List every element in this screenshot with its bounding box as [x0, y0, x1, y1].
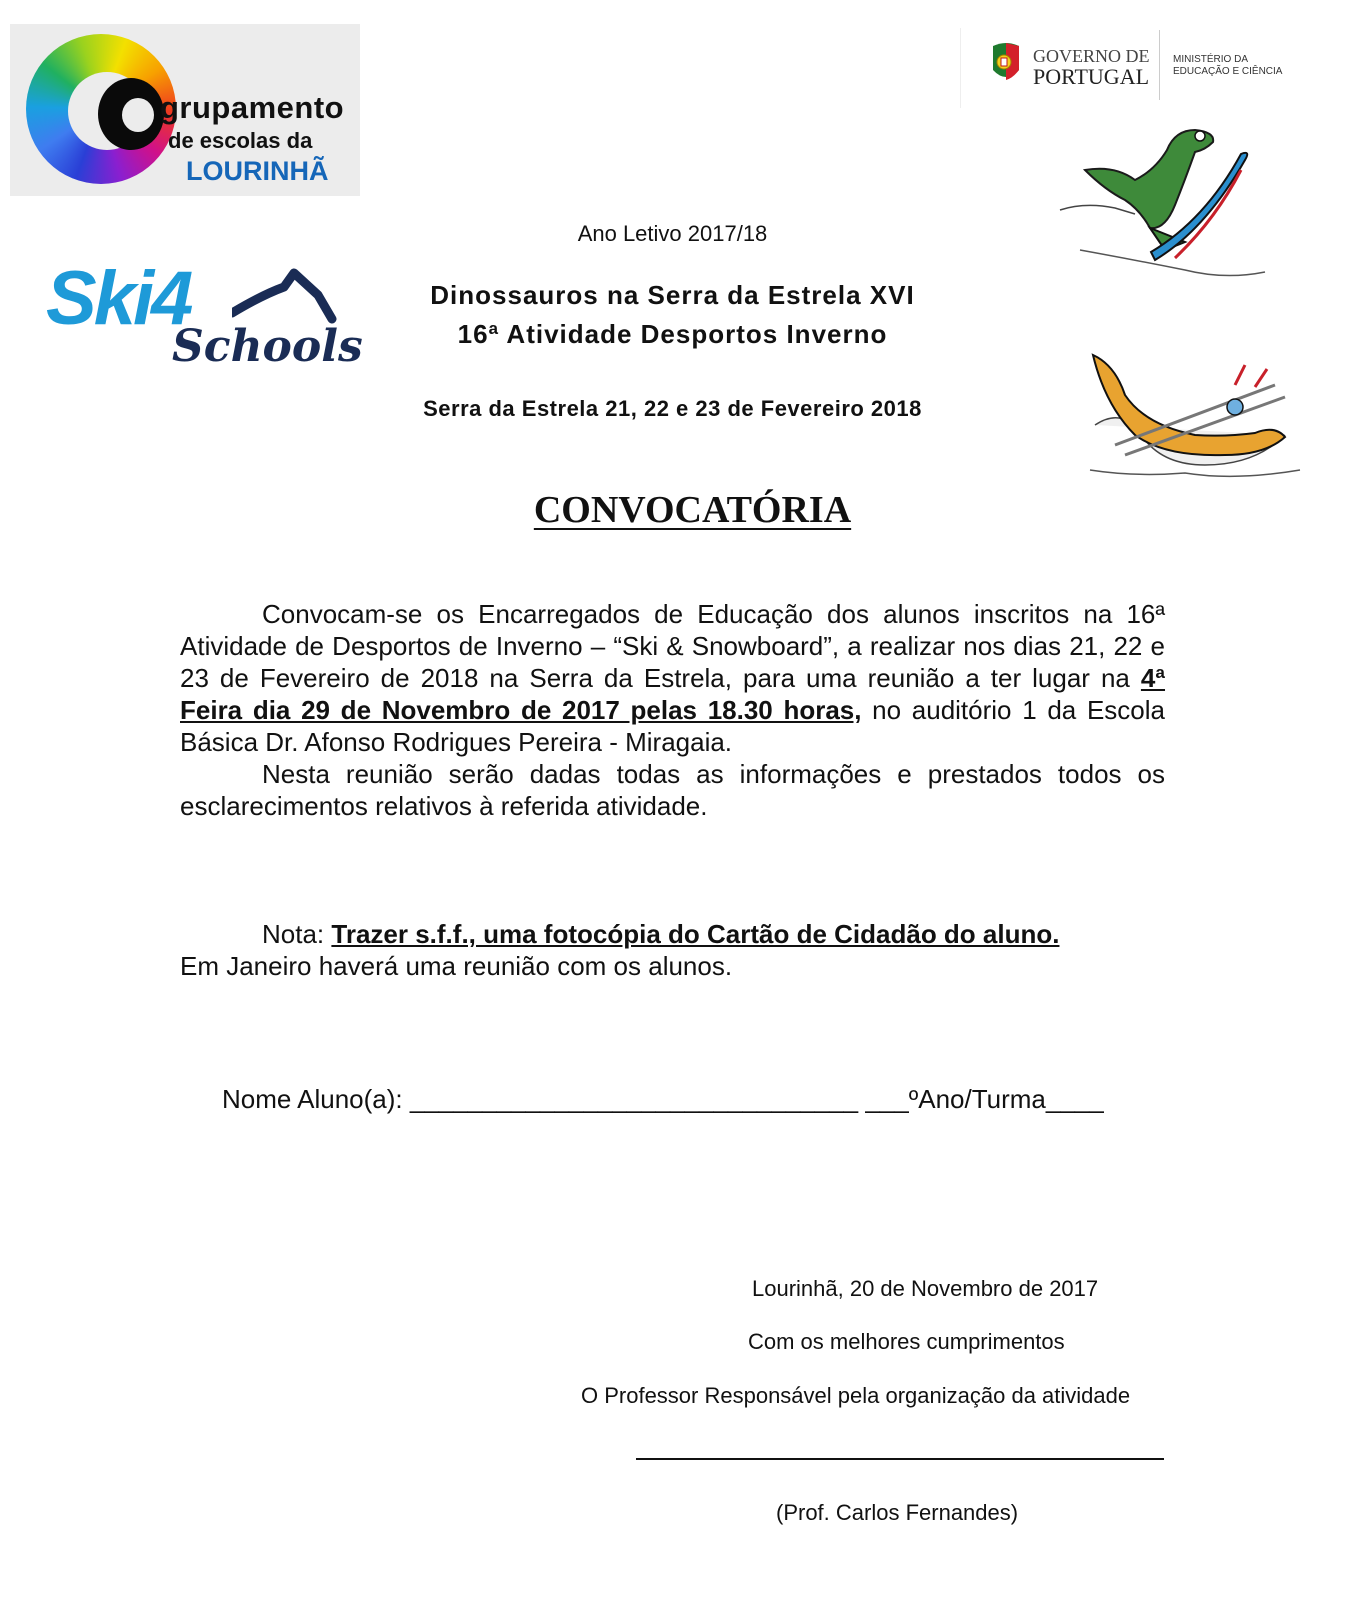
note-highlight: Trazer s.f.f., uma fotocópia do Cartão de Cidadão do aluno.	[331, 919, 1060, 949]
dinosaur-snowboard-icon	[1055, 110, 1270, 290]
governo-portugal-logo	[960, 28, 1306, 108]
note	[180, 918, 1165, 982]
logo-text-line3: LOURINHÃ	[186, 156, 329, 186]
logo-text-line1: grupamento	[160, 90, 345, 125]
student-name-field: Nome Aluno(a): _______________________________ ___ºAno/Turma____	[222, 1084, 1104, 1114]
ski4-text: Ski4	[46, 256, 191, 341]
event-title: Dinossauros na Serra da Estrela XVI	[430, 280, 915, 310]
signature-line	[636, 1458, 1164, 1460]
portugal-emblem-icon	[989, 40, 1023, 88]
signatory-role: O Professor Responsável pela organização da atividade	[581, 1383, 1131, 1408]
school-year: Ano Letivo 2017/18	[577, 221, 768, 246]
closing: Com os melhores cumprimentos	[748, 1329, 1065, 1354]
event-subtitle: 16ª Atividade Desportos Inverno	[457, 319, 888, 349]
ministry-text: MINISTÉRIO DA EDUCAÇÃO E CIÊNCIA	[1173, 54, 1283, 77]
body-text	[180, 598, 1165, 822]
schools-text: Schools	[172, 321, 363, 372]
governo-text: GOVERNO DE	[1033, 46, 1150, 66]
signatory-name: (Prof. Carlos Fernandes)	[776, 1500, 1019, 1525]
logo-divider	[1159, 30, 1160, 100]
event-dates: Serra da Estrela 21, 22 e 23 de Fevereiro 2018	[423, 396, 922, 421]
paragraph-information: Nesta reunião serão dadas todas as informações e prestados todos os esclarecimentos relativos à referida atividade.	[180, 759, 1165, 821]
document-title: CONVOCATÓRIA	[533, 489, 852, 531]
place-date: Lourinhã, 20 de Novembro de 2017	[752, 1276, 1099, 1301]
paragraph-convocation: Convocam-se os Encarregados de Educação dos alunos inscritos na 16ª Atividade de Desportos de Inverno – “Ski & Snowboard”, a realizar nos dias 21, 22 e 23 de Fevereiro de 2018 na Serra da Estrela, para uma reunião a ter lugar na 4ª Feira dia 29 de Novembro de 2017 pelas 18.30 horas, no auditório 1 da Escola Básica Dr. Afonso Rodrigues Pereira - Miragaia.	[180, 599, 1166, 757]
agrupamento-logo	[10, 24, 360, 196]
note-label: Nota:	[262, 919, 325, 949]
note-line2: Em Janeiro haverá uma reunião com os alunos.	[180, 951, 733, 981]
meeting-datetime: 4ª Feira dia 29 de Novembro de 2017 pelas 18.30 horas,	[180, 663, 1166, 725]
portugal-text: PORTUGAL	[1033, 64, 1150, 89]
logo-text-line2: de escolas da	[168, 128, 313, 153]
